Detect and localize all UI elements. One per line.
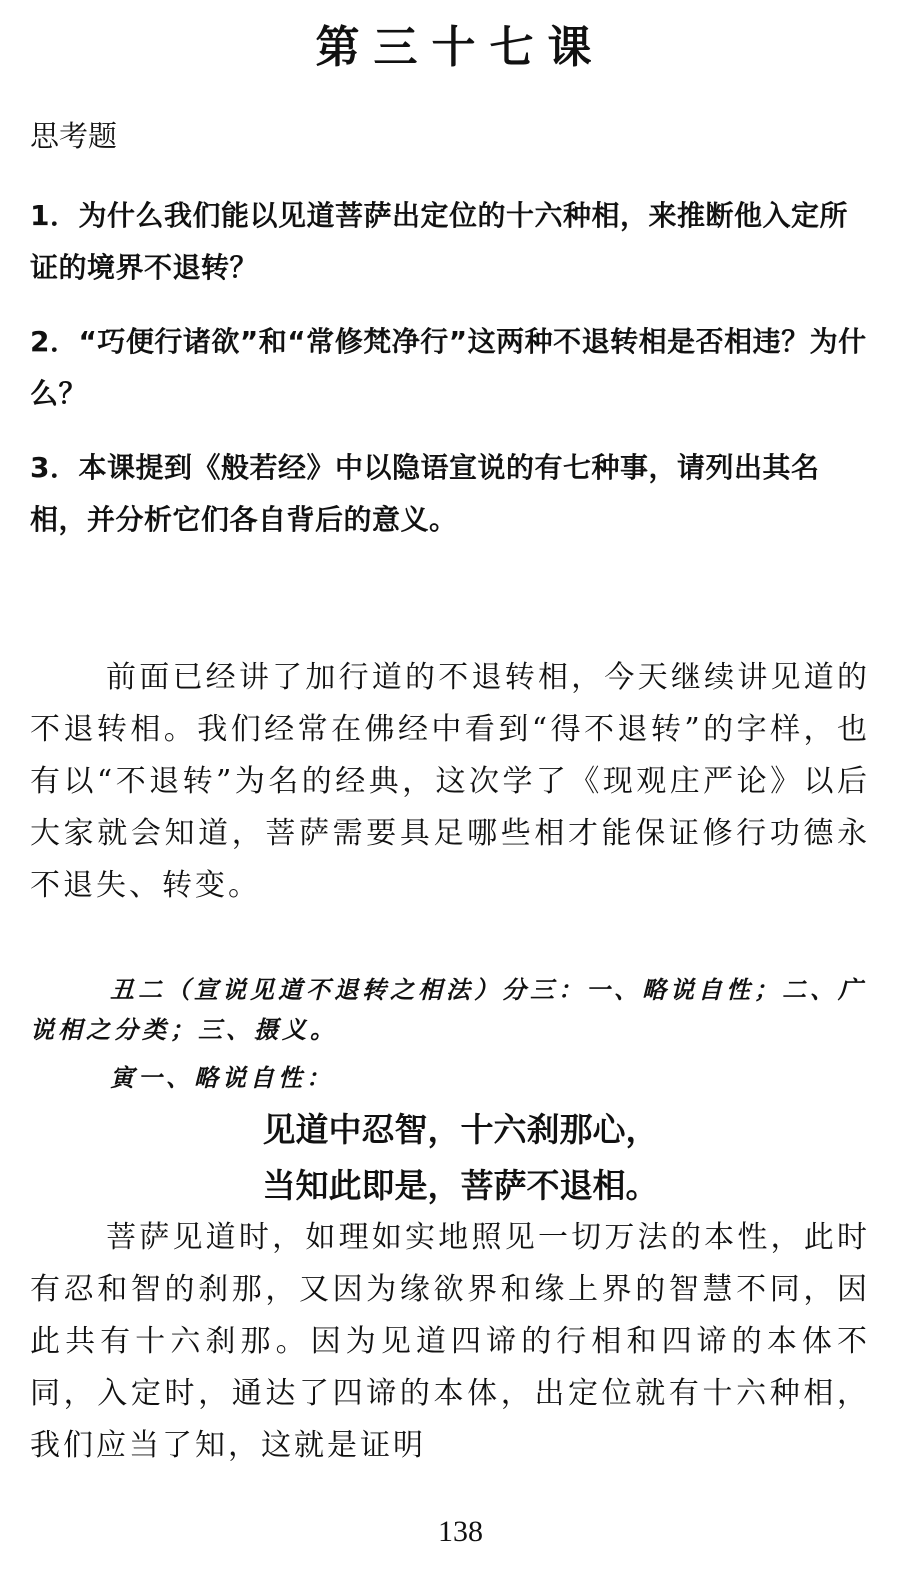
commentary-paragraph: 菩萨见道时，如理如实地照见一切万法的本性，此时有忍和智的刹那，又因为缘欲界和缘上界的智慧不同，因此共有十六刹那。因为见道四谛的行相和四谛的本体不同，入定时，通达了四谛的本体，出定位就有十六种相，我们应当了知，这就是证明 xyxy=(30,1220,870,1463)
question-item: 2．“巧便行诸欲”和“常修梵净行”这两种不退转相是否相违？为什么？ xyxy=(30,325,867,410)
intro-paragraph: 前面已经讲了加行道的不退转相，今天继续讲见道的不退转相。我们经常在佛经中看到“得不退转”的字样，也有以“不退转”为名的经典，这次学了《现观庄严论》以后大家就会知道，菩萨需要具足哪些相才能保证修行功德永不退失、转变。 xyxy=(30,660,870,903)
page-number: 138 xyxy=(438,1515,483,1548)
question-item: 1．为什么我们能以见道菩萨出定位的十六种相，来推断他入定所证的境界不退转？ xyxy=(30,199,848,284)
verse-line: 当知此即是，菩萨不退相。 xyxy=(262,1166,659,1205)
sub-heading: 寅一、略说自性： xyxy=(110,1064,334,1092)
lesson-title: 第三十七课 xyxy=(315,22,606,73)
verse-line: 见道中忍智，十六刹那心， xyxy=(262,1110,659,1149)
outline-heading: 丑二（宣说见道不退转之相法）分三：一、略说自性；二、广说相之分类；三、摄义。 xyxy=(30,976,866,1044)
question-item: 3．本课提到《般若经》中以隐语宣说的有七种事，请列出其名相，并分析它们各自背后的意义。 xyxy=(30,451,820,536)
questions-heading: 思考题 xyxy=(30,119,118,153)
